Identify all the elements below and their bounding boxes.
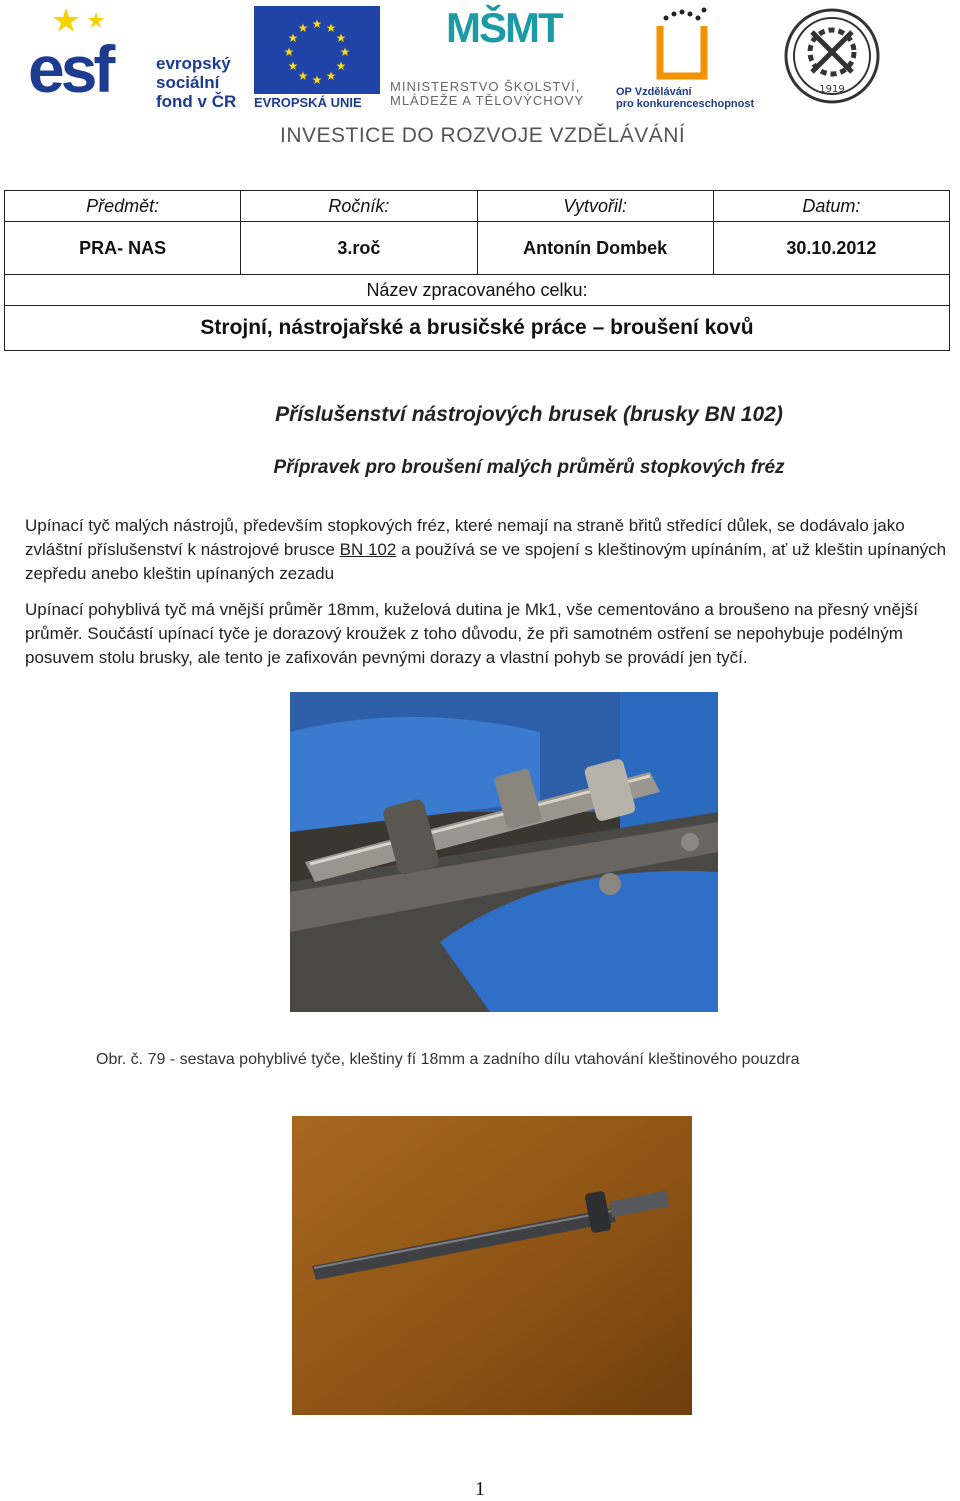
unit-title: Strojní, nástrojařské a brusičské práce – broušení kovů [5, 306, 950, 351]
value-vytvoril: Antonín Dombek [477, 222, 713, 275]
heading-accessories: Příslušenství nástrojových brusek (brusky BN 102) [275, 403, 783, 426]
value-rocnik: 3.roč [241, 222, 477, 275]
unit-label-row [5, 275, 950, 306]
esf-letters: esf [28, 32, 112, 106]
label-rocnik: Ročník: [241, 191, 477, 222]
label-predmet: Předmět: [5, 191, 241, 222]
figure-caption: Obr. č. 79 - sestava pohyblivé tyče, kleštiny fí 18mm a zadního dílu vtahování kleštinového pouzdra [96, 1051, 800, 1068]
investice-slogan: INVESTICE DO ROZVOJE VZDĚLÁVÁNÍ [280, 124, 686, 147]
info-labels-row [5, 191, 950, 222]
info-values-row [5, 222, 950, 275]
svg-text:★: ★ [335, 31, 347, 45]
svg-text:★: ★ [287, 31, 299, 45]
op-logo [616, 6, 762, 110]
paragraph-1: Upínací tyč malých nástrojů, především stopkových fréz, které nemají na straně břitů středící důlek, se dodávalo jako zvláštní příslušenství k nástrojové brusce BN 102 a používá se ve spojení s kleštinovým upínáním, ať už kleštin upínaných zepředu anebo kleštin upínaných zezadu [25, 516, 947, 583]
msmt-text: MINISTERSTVO ŠKOLSTVÍ, MLÁDEŽE A TĚLOVÝCHOVY [390, 79, 585, 108]
paragraph-2: Upínací pohyblivá tyč má vnější průměr 18mm, kuželová dutina je Mk1, vše cementováno a broušeno na přesný vnější průměr. Součástí upínací tyče je dorazový kroužek z toho důvodu, že při samotném ostření se nepohybuje podélným posuvem stolu brusky, ale tento je zafixován pevnými dorazy a vlastní pohyb se provádí jen tyčí. [25, 600, 918, 667]
svg-text:★: ★ [297, 21, 309, 35]
svg-text:★: ★ [287, 59, 299, 73]
eu-logo [254, 6, 380, 110]
bn102-link[interactable]: BN 102 [339, 540, 397, 559]
svg-text:★: ★ [283, 45, 295, 59]
svg-text:★: ★ [297, 69, 309, 83]
school-seal-logo [782, 6, 882, 106]
svg-text:★: ★ [335, 59, 347, 73]
eu-label: EVROPSKÁ UNIE [254, 95, 362, 110]
gear-seal-icon [782, 6, 882, 106]
logo-bar [0, 0, 960, 150]
eu-flag-icon [254, 6, 380, 94]
label-datum: Datum: [713, 191, 949, 222]
value-predmet: PRA- NAS [5, 222, 241, 275]
svg-text:★: ★ [339, 45, 351, 59]
grinder-assembly-photo [290, 692, 718, 1012]
op-text: OP Vzdělávání pro konkurenceschopnost [616, 86, 755, 110]
svg-text:★: ★ [325, 21, 337, 35]
op-emblem-icon [652, 6, 712, 82]
label-vytvoril: Vytvořil: [477, 191, 713, 222]
seal-year: 1919 [819, 84, 845, 95]
esf-text: evropský sociální fond v ČR [156, 54, 237, 111]
clamping-bar-photo [292, 1116, 692, 1415]
msmt-mark: MŠMT [446, 4, 562, 51]
heading-fixture: Přípravek pro broušení malých průměrů stopkových fréz [273, 457, 785, 478]
esf-logo [28, 6, 252, 110]
info-table [4, 190, 950, 351]
svg-text:★: ★ [311, 73, 323, 87]
page-number: 1 [475, 1478, 485, 1500]
svg-text:★: ★ [325, 69, 337, 83]
msmt-logo [390, 4, 610, 110]
svg-text:★: ★ [311, 17, 323, 31]
unit-label: Název zpracovaného celku: [5, 275, 950, 306]
unit-title-row [5, 306, 950, 351]
value-datum: 30.10.2012 [713, 222, 949, 275]
